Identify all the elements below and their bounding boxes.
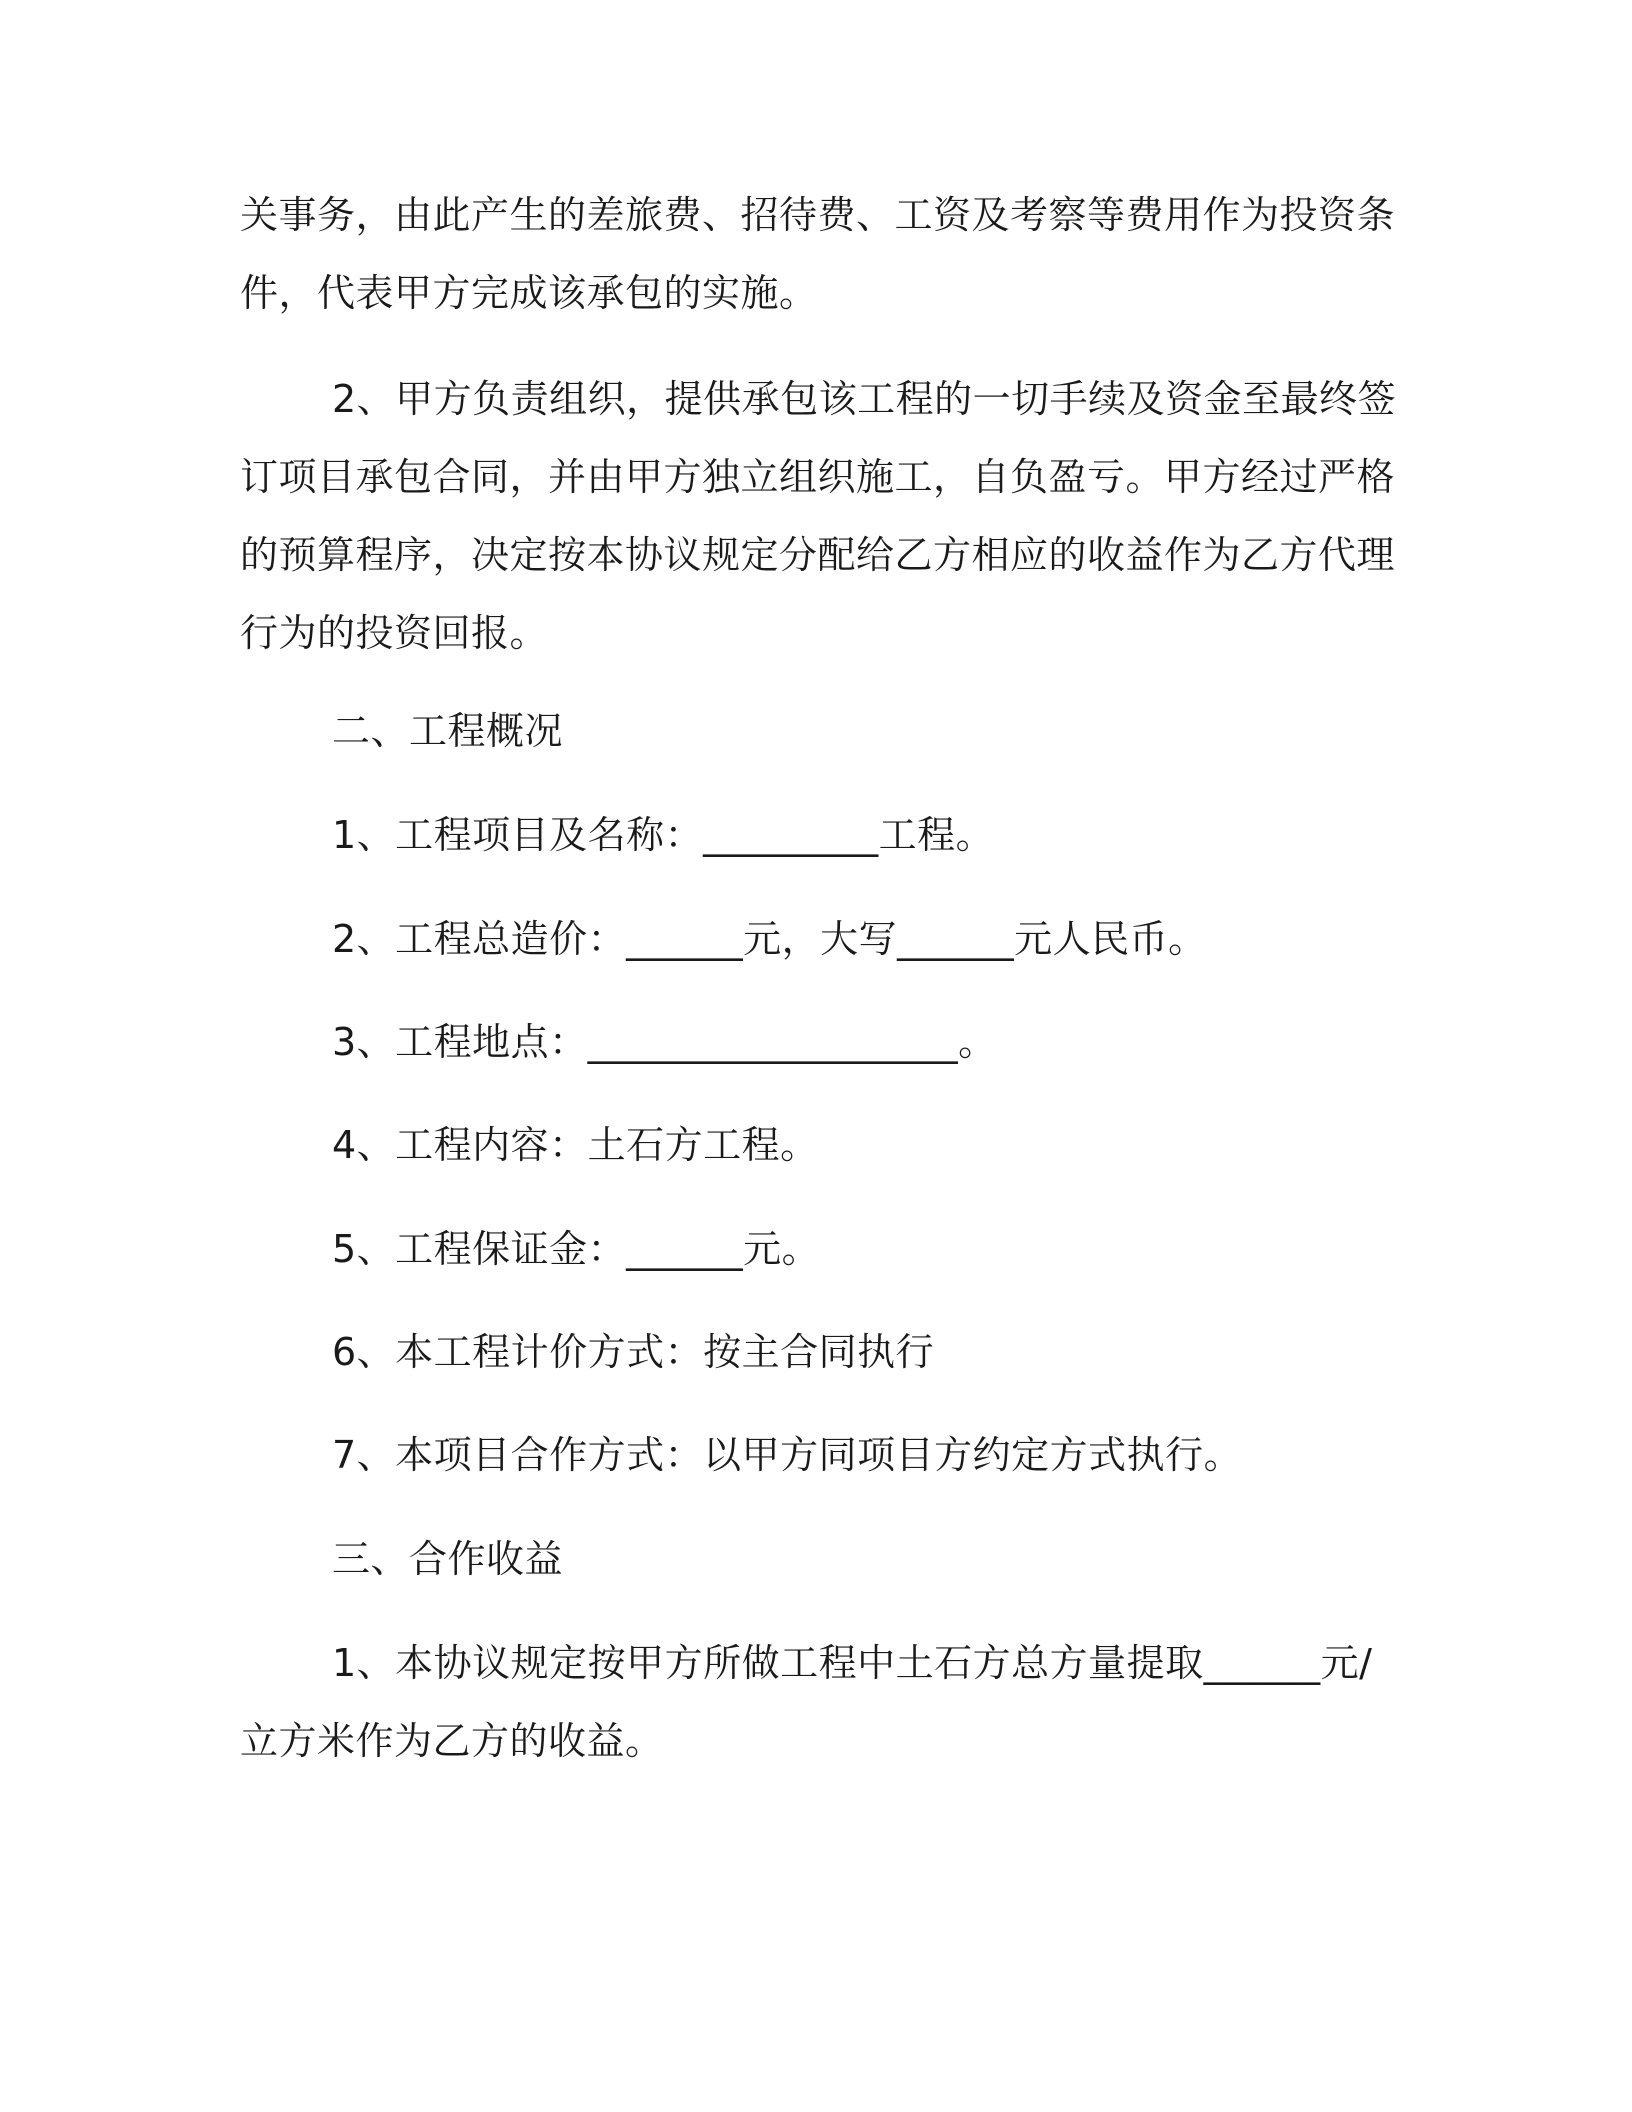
list-item-pricing-method: 6、本工程计价方式：按主合同执行 (332, 1330, 935, 1374)
text-line: 关事务，由此产生的差旅费、招待费、工资及考察等费用作为投资条 (240, 193, 1396, 237)
list-item-project-name: 1、工程项目及名称：_________工程。 (332, 813, 995, 857)
text-line: 立方米作为乙方的收益。 (240, 1719, 664, 1763)
text-line: 的预算程序，决定按本协议规定分配给乙方相应的收益作为乙方代理 (240, 533, 1396, 577)
text-line: 1、本协议规定按甲方所做工程中土石方总方量提取______元/ (332, 1641, 1373, 1685)
text-line: 2、甲方负责组织，提供承包该工程的一切手续及资金至最终签 (332, 377, 1397, 421)
text-line: 件，代表甲方完成该承包的实施。 (240, 271, 818, 315)
list-item-total-cost: 2、工程总造价：______元，大写______元人民币。 (332, 917, 1207, 961)
list-item-cooperation-method: 7、本项目合作方式：以甲方同项目方约定方式执行。 (332, 1433, 1243, 1477)
section-heading-project-overview: 二、工程概况 (332, 709, 564, 753)
paragraph-responsibility (240, 360, 1397, 672)
list-item-content: 4、工程内容：土石方工程。 (332, 1123, 819, 1167)
section-heading-cooperation-revenue: 三、合作收益 (332, 1537, 564, 1581)
text-line: 行为的投资回报。 (240, 611, 549, 655)
paragraph-continuation (240, 176, 1396, 332)
paragraph-revenue (240, 1624, 1373, 1780)
list-item-location: 3、工程地点：___________________。 (332, 1020, 997, 1064)
list-item-deposit: 5、工程保证金：______元。 (332, 1227, 821, 1271)
text-line: 订项目承包合同，并由甲方独立组织施工，自负盈亏。甲方经过严格 (240, 455, 1396, 499)
